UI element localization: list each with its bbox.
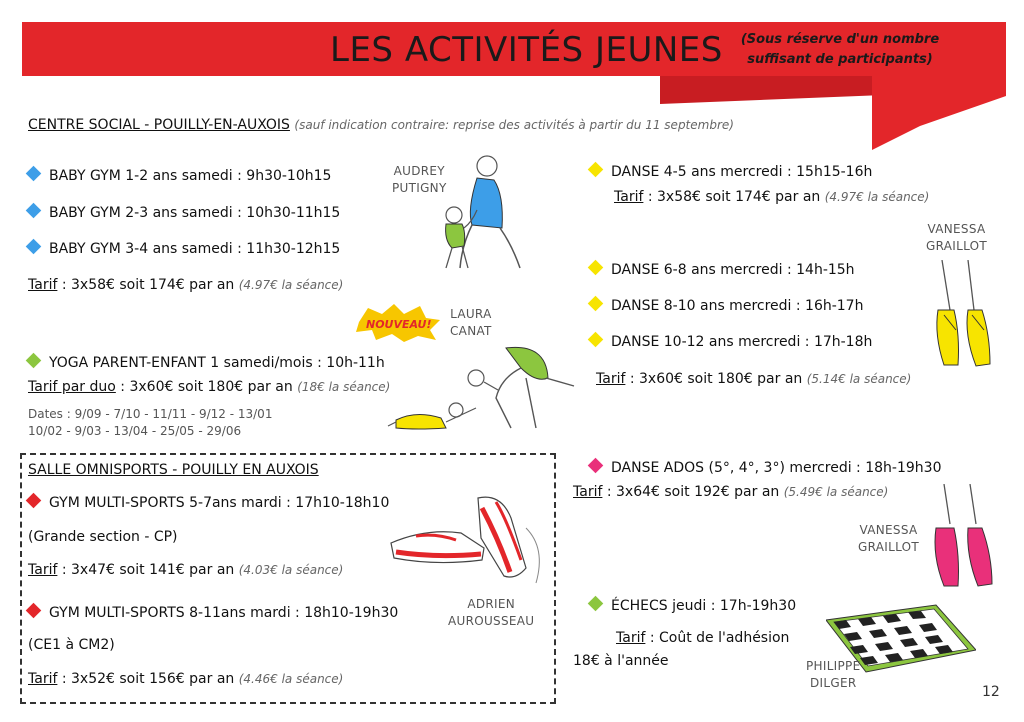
- danse-8-10: DANSE 8-10 ans mercredi : 16h-17h: [590, 298, 863, 314]
- nouveau-badge: [354, 302, 444, 342]
- green-diamond-icon: [26, 353, 42, 369]
- echecs-tarif-line2: 18€ à l'année: [573, 653, 669, 669]
- danse-4-5-tarif: [614, 189, 929, 205]
- page-number: 12: [982, 684, 1000, 700]
- tarif-note: (5.14€ la séance): [806, 372, 912, 386]
- tarif-label: Tarif: [596, 371, 626, 387]
- echecs: ÉCHECS jeudi : 17h-19h30: [590, 598, 796, 614]
- tarif-note: (18€ la séance): [297, 380, 391, 394]
- credit-audrey-putigny: AUDREY PUTIGNY: [392, 164, 447, 195]
- gym-multisports-5-7-sub: (Grande section - CP): [28, 529, 178, 545]
- tarif-text: : 3x60€ soit 180€ par an: [629, 371, 803, 387]
- yellow-diamond-icon: [588, 260, 604, 276]
- danse-ados: DANSE ADOS (5°, 4°, 3°) mercredi : 18h-19h30: [590, 460, 941, 476]
- yoga-illustration: [386, 338, 578, 434]
- blue-diamond-icon: [26, 166, 42, 182]
- credit-vanessa-graillot: VANESSA GRAILLOT: [926, 222, 988, 253]
- baby-gym-tarif: [28, 277, 343, 293]
- credit-laura-canat: LAURA CANAT: [450, 307, 492, 338]
- centre-social-heading: [28, 117, 734, 133]
- pink-pointe-shoes-illustration: [924, 484, 1004, 590]
- tarif-text: : 3x58€ soit 174€ par an: [61, 277, 235, 293]
- danse-4-5: DANSE 4-5 ans mercredi : 15h15-16h: [590, 164, 872, 180]
- salle-omnisports-heading: SALLE OMNISPORTS - POUILLY EN AUXOIS: [28, 462, 319, 478]
- yoga-dates: Dates : 9/09 - 7/10 - 11/11 - 9/12 - 13/01 10/02 - 9/03 - 13/04 - 25/05 - 29/06: [28, 407, 273, 438]
- danse-ados-tarif: [573, 484, 888, 500]
- red-diamond-icon: [26, 603, 42, 619]
- tarif-label: Tarif: [28, 277, 58, 293]
- tarif-note: (5.49€ la séance): [783, 485, 889, 499]
- tarif-label: Tarif: [573, 484, 603, 500]
- tarif-text: : 3x52€ soit 156€ par an: [61, 671, 235, 687]
- green-diamond-icon: [588, 596, 604, 612]
- red-diamond-icon: [26, 493, 42, 509]
- tarif-label: Tarif: [616, 630, 646, 646]
- sneakers-illustration: [386, 488, 551, 590]
- centre-social-title: CENTRE SOCIAL - POUILLY-EN-AUXOIS: [28, 117, 290, 133]
- gym-multisports-8-11: GYM MULTI-SPORTS 8-11ans mardi : 18h10-19h30: [28, 605, 398, 621]
- yoga-parent-enfant: YOGA PARENT-ENFANT 1 samedi/mois : 10h-11h: [28, 355, 385, 371]
- yoga-tarif: [28, 379, 390, 395]
- tarif-label: Tarif: [28, 562, 58, 578]
- page-title: LES ACTIVITÉS JEUNES: [330, 30, 723, 70]
- danse-10-12: DANSE 10-12 ans mercredi : 17h-18h: [590, 334, 872, 350]
- baby-gym-2-3: BABY GYM 2-3 ans samedi : 10h30-11h15: [28, 205, 340, 221]
- echecs-tarif: [616, 630, 789, 646]
- tarif-text: : 3x64€ soit 192€ par an: [606, 484, 780, 500]
- gym-multisports-8-11-sub: (CE1 à CM2): [28, 637, 115, 653]
- tarif-note: (4.97€ la séance): [824, 190, 930, 204]
- gym-multisports-5-7: GYM MULTI-SPORTS 5-7ans mardi : 17h10-18h10: [28, 495, 389, 511]
- gym-5-7-tarif: [28, 562, 343, 578]
- centre-social-note: (sauf indication contraire: reprise des activités à partir du 11 septembre): [294, 118, 734, 132]
- baby-gym-1-2: BABY GYM 1-2 ans samedi : 9h30-10h15: [28, 168, 331, 184]
- nouveau-text: NOUVEAU!: [366, 318, 432, 331]
- participants-note: (Sous réserve d'un nombre suffisant de participants): [740, 32, 940, 67]
- tarif-text: : 3x60€ soit 180€ par an: [120, 379, 293, 395]
- tarif-text: : Coût de l'adhésion: [649, 630, 790, 646]
- pink-diamond-icon: [588, 458, 604, 474]
- tarif-note: (4.03€ la séance): [238, 563, 344, 577]
- yellow-diamond-icon: [588, 332, 604, 348]
- tarif-label: Tarif par duo: [28, 379, 116, 395]
- baby-gym-illustration: [432, 150, 527, 272]
- tarif-text: : 3x58€ soit 174€ par an: [647, 189, 821, 205]
- blue-diamond-icon: [26, 239, 42, 255]
- baby-gym-3-4: BABY GYM 3-4 ans samedi : 11h30-12h15: [28, 241, 340, 257]
- tarif-note: (4.46€ la séance): [238, 672, 344, 686]
- credit-philippe-dilger: PHILIPPE DILGER: [806, 659, 861, 690]
- yellow-diamond-icon: [588, 162, 604, 178]
- tarif-note: (4.97€ la séance): [238, 278, 344, 292]
- tarif-label: Tarif: [28, 671, 58, 687]
- gym-8-11-tarif: [28, 671, 343, 687]
- banner-ribbon: [0, 0, 1024, 160]
- credit-vanessa-graillot-ados: VANESSA GRAILLOT: [858, 523, 920, 554]
- tarif-label: Tarif: [614, 189, 644, 205]
- yellow-diamond-icon: [588, 296, 604, 312]
- blue-diamond-icon: [26, 203, 42, 219]
- yellow-pointe-shoes-illustration: [924, 260, 1004, 370]
- credit-adrien-aurousseau: ADRIEN AUROUSSEAU: [448, 597, 535, 628]
- tarif-text: : 3x47€ soit 141€ par an: [61, 562, 235, 578]
- danse-6-8: DANSE 6-8 ans mercredi : 14h-15h: [590, 262, 855, 278]
- danse-tarif: [596, 371, 911, 387]
